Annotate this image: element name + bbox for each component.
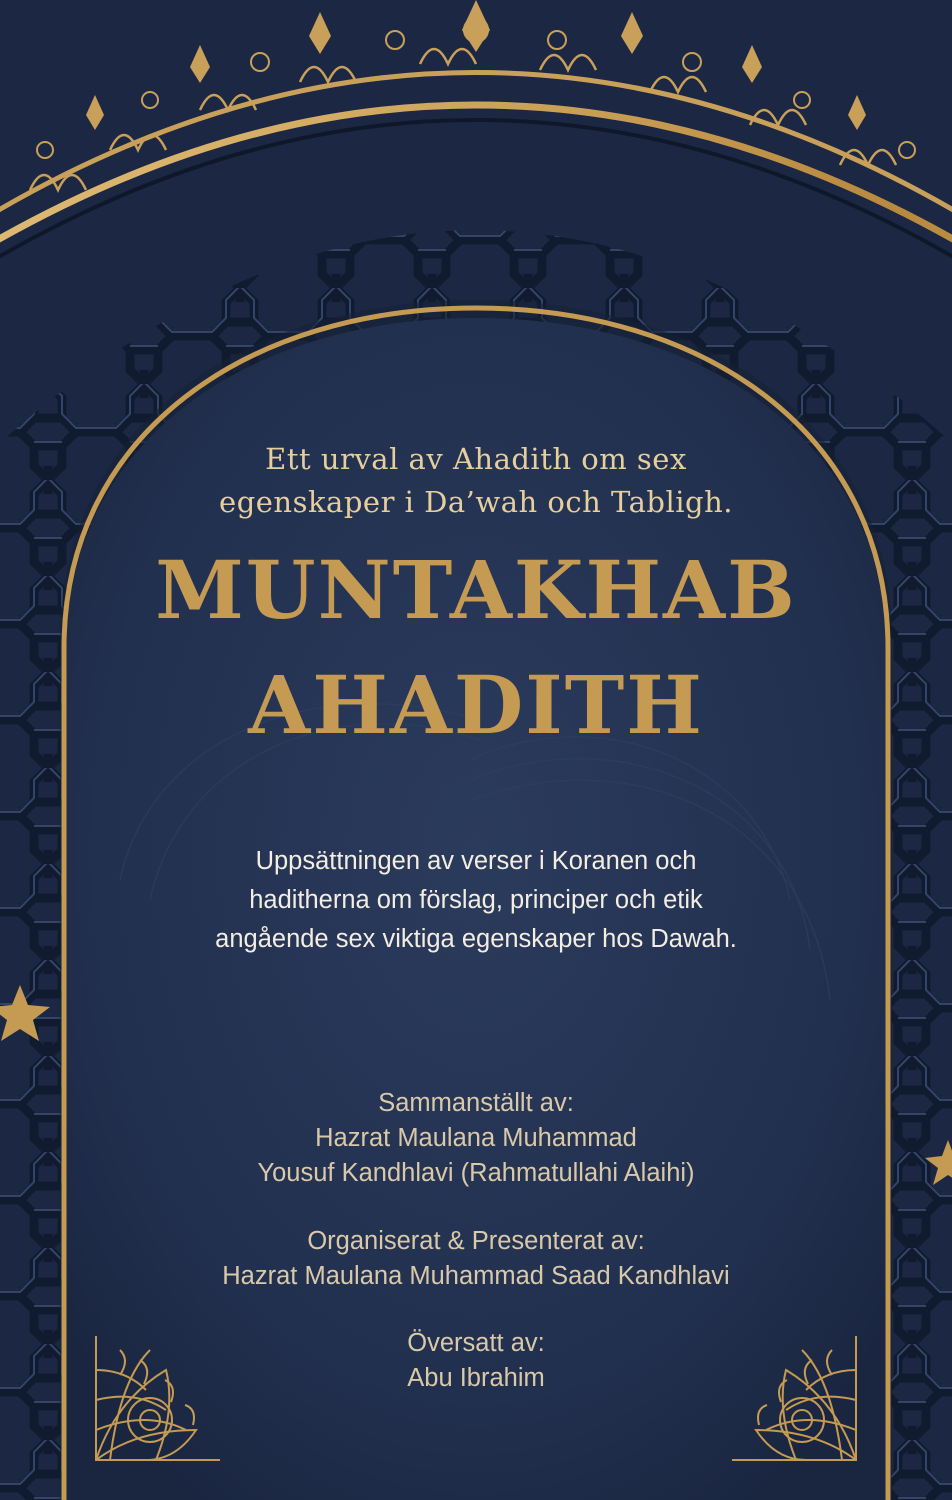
credit-organized bbox=[0, 1224, 952, 1294]
subtitle-line: egenskaper i Da’wah och Tabligh. bbox=[219, 485, 733, 519]
credit-compiled bbox=[0, 1086, 952, 1191]
credit-name: Hazrat Maulana Muhammad Saad Kandhlavi bbox=[222, 1262, 730, 1290]
arabesque-crown-ornament bbox=[0, 0, 952, 215]
subtitle-line: Ett urval av Ahadith om sex bbox=[265, 442, 687, 476]
credit-translated bbox=[0, 1326, 952, 1396]
credit-label: Organiserat & Presenterat av: bbox=[307, 1227, 645, 1255]
description-line: haditherna om förslag, principer och etik bbox=[249, 886, 703, 914]
credit-name: Hazrat Maulana Muhammad bbox=[315, 1124, 637, 1152]
credit-name: Yousuf Kandhlavi (Rahmatullahi Alaihi) bbox=[257, 1159, 695, 1187]
book-title-line-1: MUNTAKHAB bbox=[155, 543, 797, 637]
credit-name: Abu Ibrahim bbox=[407, 1364, 545, 1392]
book-title-line-2: AHADITH bbox=[248, 658, 704, 752]
subtitle bbox=[0, 438, 952, 524]
credit-label: Sammanställt av: bbox=[378, 1089, 574, 1117]
description-line: angående sex viktiga egenskaper hos Dawah. bbox=[215, 925, 737, 953]
credit-label: Översatt av: bbox=[407, 1329, 545, 1357]
description bbox=[0, 842, 952, 959]
description-line: Uppsättningen av verser i Koranen och bbox=[255, 847, 697, 875]
